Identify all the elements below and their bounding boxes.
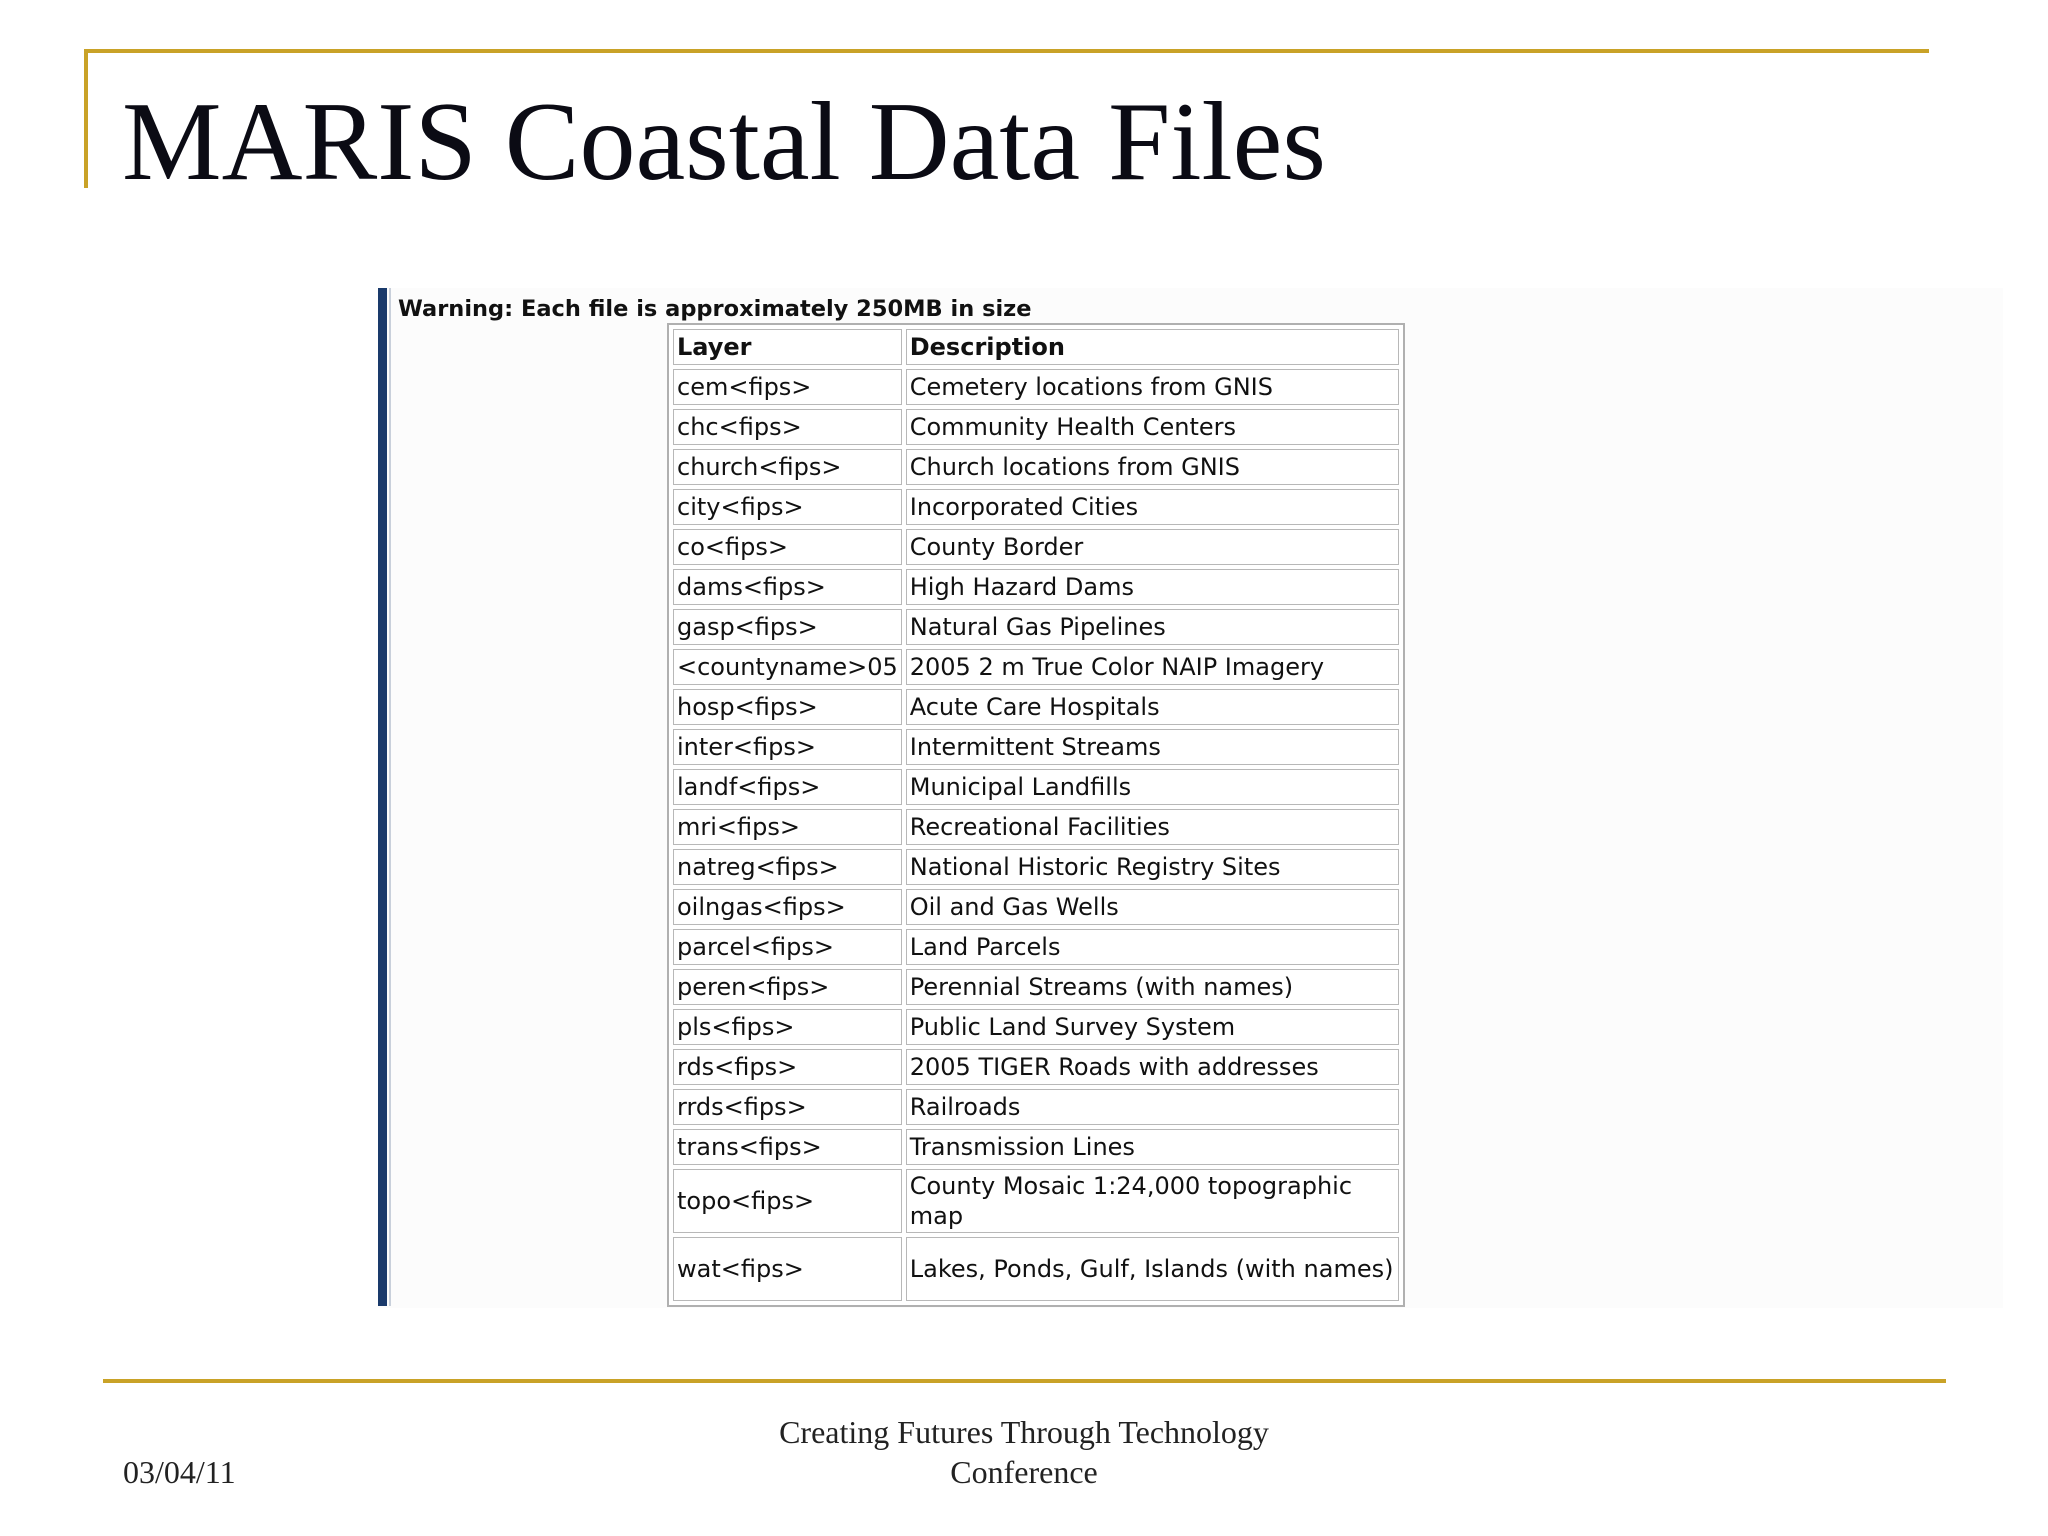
table-row <box>673 1237 1399 1301</box>
table-row <box>673 729 1399 765</box>
cell-description: Railroads <box>906 1089 1399 1125</box>
cell-description: Oil and Gas Wells <box>906 889 1399 925</box>
cell-description: 2005 TIGER Roads with addresses <box>906 1049 1399 1085</box>
cell-layer: peren<fips> <box>673 969 902 1005</box>
table-row <box>673 809 1399 845</box>
cell-description: High Hazard Dams <box>906 569 1399 605</box>
cell-layer: parcel<fips> <box>673 929 902 965</box>
cell-layer: pls<fips> <box>673 1009 902 1045</box>
table-row <box>673 449 1399 485</box>
table-row <box>673 1169 1399 1233</box>
footer-line-2: Conference <box>950 1454 1098 1490</box>
table-row <box>673 769 1399 805</box>
cell-description: Recreational Facilities <box>906 809 1399 845</box>
top-accent-rule <box>84 49 1929 53</box>
cell-layer: co<fips> <box>673 529 902 565</box>
cell-layer: oilngas<fips> <box>673 889 902 925</box>
footer-conference <box>624 1412 1424 1492</box>
cell-layer: chc<fips> <box>673 409 902 445</box>
table-row <box>673 889 1399 925</box>
table-row <box>673 969 1399 1005</box>
cell-layer: city<fips> <box>673 489 902 525</box>
table-row <box>673 849 1399 885</box>
header-description: Description <box>906 329 1399 365</box>
table-row <box>673 1129 1399 1165</box>
table-row <box>673 529 1399 565</box>
table-row <box>673 489 1399 525</box>
slide-title: MARIS Coastal Data Files <box>122 80 1326 204</box>
table-row <box>673 929 1399 965</box>
table-row <box>673 1049 1399 1085</box>
cell-layer: inter<fips> <box>673 729 902 765</box>
footer-accent-rule <box>103 1379 1946 1383</box>
cell-layer: hosp<fips> <box>673 689 902 725</box>
footer-date: 03/04/11 <box>123 1454 236 1490</box>
cell-layer: gasp<fips> <box>673 609 902 645</box>
cell-description: Public Land Survey System <box>906 1009 1399 1045</box>
cell-description: Transmission Lines <box>906 1129 1399 1165</box>
cell-layer: <countyname>05 <box>673 649 902 685</box>
table-row <box>673 1089 1399 1125</box>
cell-layer: natreg<fips> <box>673 849 902 885</box>
cell-layer: rrds<fips> <box>673 1089 902 1125</box>
embedded-screenshot <box>378 288 2003 1308</box>
screenshot-left-bar-shadow <box>389 288 391 1306</box>
cell-layer: topo<fips> <box>673 1169 902 1233</box>
table-row <box>673 609 1399 645</box>
size-warning: Warning: Each file is approximately 250MB in size <box>398 296 1032 322</box>
cell-layer: mri<fips> <box>673 809 902 845</box>
screenshot-left-bar <box>378 288 387 1306</box>
cell-description: County Mosaic 1:24,000 topographic map <box>906 1169 1399 1233</box>
table-row <box>673 369 1399 405</box>
cell-description: Land Parcels <box>906 929 1399 965</box>
cell-layer: cem<fips> <box>673 369 902 405</box>
cell-description: Acute Care Hospitals <box>906 689 1399 725</box>
cell-description: 2005 2 m True Color NAIP Imagery <box>906 649 1399 685</box>
cell-layer: rds<fips> <box>673 1049 902 1085</box>
table-row <box>673 409 1399 445</box>
cell-description: Municipal Landfills <box>906 769 1399 805</box>
cell-layer: wat<fips> <box>673 1237 902 1301</box>
cell-description: Perennial Streams (with names) <box>906 969 1399 1005</box>
header-layer: Layer <box>673 329 902 365</box>
cell-description: Church locations from GNIS <box>906 449 1399 485</box>
cell-layer: dams<fips> <box>673 569 902 605</box>
cell-description: National Historic Registry Sites <box>906 849 1399 885</box>
table-row <box>673 569 1399 605</box>
cell-description: Lakes, Ponds, Gulf, Islands (with names) <box>906 1237 1399 1301</box>
cell-description: Community Health Centers <box>906 409 1399 445</box>
table-row <box>673 1009 1399 1045</box>
table-row <box>673 649 1399 685</box>
cell-description: Cemetery locations from GNIS <box>906 369 1399 405</box>
table-header-row <box>673 329 1399 365</box>
cell-layer: landf<fips> <box>673 769 902 805</box>
top-accent-rule-vertical <box>84 49 88 188</box>
layer-table-body <box>673 369 1399 1301</box>
table-row <box>673 689 1399 725</box>
cell-description: Intermittent Streams <box>906 729 1399 765</box>
cell-description: County Border <box>906 529 1399 565</box>
cell-layer: church<fips> <box>673 449 902 485</box>
footer-line-1: Creating Futures Through Technology <box>779 1414 1269 1450</box>
cell-description: Incorporated Cities <box>906 489 1399 525</box>
cell-layer: trans<fips> <box>673 1129 902 1165</box>
layer-table <box>667 323 1405 1307</box>
cell-description: Natural Gas Pipelines <box>906 609 1399 645</box>
